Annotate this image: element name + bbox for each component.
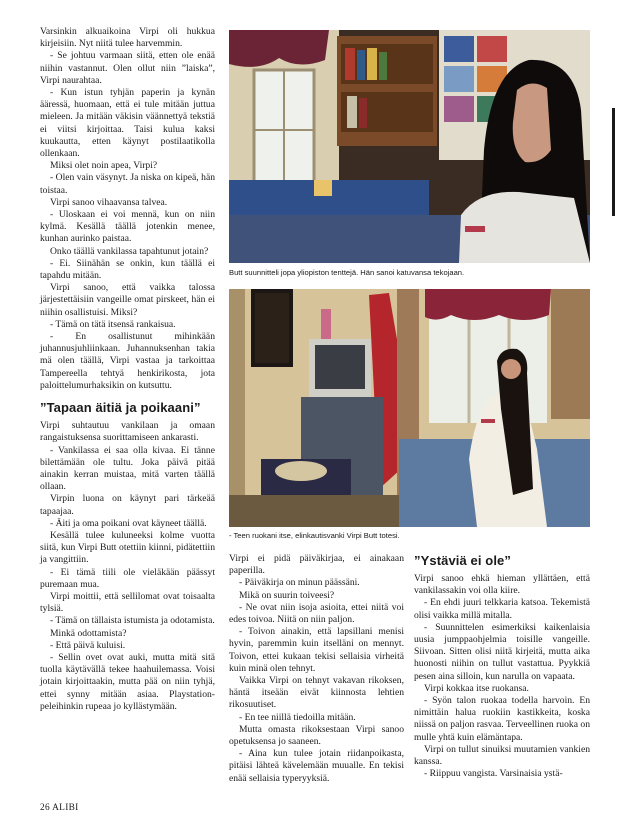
paragraph: Virpi kokkaa itse ruokansa.: [424, 682, 529, 694]
page-edge-mark: [612, 108, 615, 216]
paragraph: - Tämä on tätä itsensä rankaisua.: [50, 318, 176, 330]
paragraph: Virpi on tullut sinuiksi muutamien vankien kanssa.: [414, 743, 590, 768]
photo-woman-in-cell: [229, 30, 590, 263]
paragraph: - Suunnittelen esimerkiksi kaikenlaisia uusia jumppaohjelmia toisille vangeille. Siivoan. Sitten olisi niitä kirjeitä, mutta aika huonosti niihin on tullut vastattua. Pyykkiä pesen aina silloin, kun narulla on vapaata.: [414, 621, 590, 682]
paragraph: Virpi suhtautuu vankilaan ja omaan rangaistuksensa suorittamiseen ankarasti.: [40, 420, 215, 444]
paragraph: Vaikka Virpi on tehnyt vakavan rikoksen, häntä itseään eivät kiinnosta lehtien rikosuutiset.: [229, 675, 404, 711]
photo-woman-on-bed: [229, 289, 590, 527]
paragraph: - Että päivä kuluisi.: [50, 639, 126, 651]
paragraph: - Tämä on tällaista istumista ja odotamista.: [50, 615, 215, 627]
paragraph: Virpi sanoo ehkä hieman yllättäen, että vankilassakin voi olla kiire.: [414, 573, 590, 597]
subheading-mother-son: ”Tapaan äitiä ja poikaani”: [40, 400, 201, 416]
paragraph: Virpin luona on käynyt pari tärkeää tapaajaa.: [40, 493, 215, 517]
photo-1-caption: Butt suunnitteli jopa yliopiston tenttejä. Hän sanoi katuvansa tekojaan.: [229, 268, 465, 277]
paragraph: Mutta omasta rikoksestaan Virpi sanoo opetuksensa jo saaneen.: [229, 723, 404, 748]
paragraph: Kesällä tulee kuluneeksi kolme vuotta siitä, kun Virpi Butt otettiin kiinni, pidätettiin ja vangittiin.: [40, 529, 215, 566]
paragraph: - Olen vain väsynyt. Ja niska on kipeä, hän toistaa.: [40, 172, 215, 196]
paragraph: Varsinkin alkuaikoina Virpi oli hukkua kirjeisiin. Nyt niitä tulee harvemmin.: [40, 26, 215, 50]
subheading-no-friends: ”Ystäviä ei ole”: [414, 553, 511, 568]
paragraph: - En ehdi juuri telkkaria katsoa. Tekemistä olisi vaikka millä mitalla.: [414, 597, 590, 621]
paragraph: Virpi ei pidä päiväkirjaa, ei ainakaan paperilla.: [229, 553, 404, 577]
paragraph: - Ei tämä tiili ole vieläkään päässyt puremaan mua.: [40, 566, 215, 590]
paragraph: - En osallistunut mihinkään juhannusjuhliinkaan. Juhannuksenhan takia mä olen täällä, Virpi vastaa ja tarkoittaa Tampereella tehtyä henkirikosta, jota paloittelumurhaksikin on kutsuttu.: [40, 331, 215, 391]
paragraph: - Se johtuu varmaan siitä, etten ole enää niihin vastannut. Olen ollut niin ”laiska”, Virpi naurahtaa.: [40, 50, 215, 86]
photo-2-illustration: [229, 289, 590, 527]
page-number-folio: 26 ALIBI: [40, 803, 79, 813]
paragraph: - Ne ovat niin isoja asioita, ettei niitä voi edes toivoa. Niitä on niin paljon.: [229, 601, 404, 626]
paragraph: Minkä odottamista?: [50, 627, 127, 639]
column-1-paragraphs: [40, 26, 215, 392]
paragraph: Mikä on suurin toiveesi?: [239, 589, 335, 601]
paragraph: Virpi moittii, että sellilomat ovat toisaalta tylsiä.: [40, 590, 215, 615]
article-column-3: [414, 553, 590, 780]
photo-2-caption: - Teen ruokani itse, elinkautisvanki Virpi Butt totesi.: [229, 531, 400, 540]
article-column-1: [40, 26, 215, 713]
paragraph: - Kun istun tyhjän paperin ja kynän ääressä, huomaan, että ei tule mitään juttua mieleen. Ja mitään väkisin väännettyä tekstiä ei viitsi kirjoittaa. Taisi kulua kaksi kuukautta, etten käynyt postilaatikolla ollenkaan.: [40, 87, 215, 160]
paragraph: - Sellin ovet ovat auki, mutta mitä sitä tuolla käytävällä tekee haahuilemassa. Voisi jotain kirjoittaakin, mutta pää on niin tyhjä, ettei synny mitään asiaa. Playstation-peleihinkin rupeaa jo kyllästymään.: [40, 651, 215, 712]
paragraph: - Aina kun tulee jotain riidanpoikasta, pitäisi lähteä kävelemään muualle. En tekisi enää sellaisia typeryyksiä.: [229, 748, 404, 784]
paragraph: Virpi sanoo, että vaikka talossa järjestettäisiin vangeille omat pirskeet, hän ei niihin osallistuisi. Miksi?: [40, 282, 215, 318]
column-1b-paragraphs: [40, 420, 215, 713]
paragraph: - Vankilassa ei saa olla kivaa. Ei tänne bilettämään ole tultu. Joka päivä pitää ainakin kerran muistaa, mitä varten täällä ollaan.: [40, 444, 215, 493]
paragraph: - Uloskaan ei voi mennä, kun on niin kylmä. Kesällä täällä jotenkin menee, kunhan aurinko paistaa.: [40, 209, 215, 245]
paragraph: - Syön talon ruokaa todella harvoin. En nimittäin halua ruokiin kastikkeita, koska niissä on paljon rasvaa. Terveellinen ruoka on mulle yhtä kuin elämäntapa.: [414, 695, 590, 743]
paragraph: Onko täällä vankilassa tapahtunut jotain?: [50, 245, 209, 257]
paragraph: - Toivon ainakin, että lapsillani menisi hyvin, paremmin kuin itselläni on mennyt. Toivon, ettei kukaan tekisi sellaisia virheitä kuin minä olen tehnyt.: [229, 626, 404, 674]
paragraph: - Ei. Siinähän se onkin, kun täällä ei tapahdu mitään.: [40, 257, 215, 282]
paragraph: - Riippuu vangista. Varsinaisia ystä-: [424, 768, 563, 780]
paragraph: - Äiti ja oma poikani ovat käyneet täällä.: [50, 517, 207, 529]
paragraph: Virpi sanoo vihaavansa talvea.: [50, 196, 168, 208]
photo-1-illustration: [229, 30, 590, 263]
paragraph: - En tee niillä tiedoilla mitään.: [239, 711, 356, 723]
paragraph: Miksi olet noin apea, Virpi?: [50, 160, 158, 172]
paragraph: - Päiväkirja on minun päässäni.: [239, 577, 360, 589]
article-column-2: [229, 553, 404, 785]
